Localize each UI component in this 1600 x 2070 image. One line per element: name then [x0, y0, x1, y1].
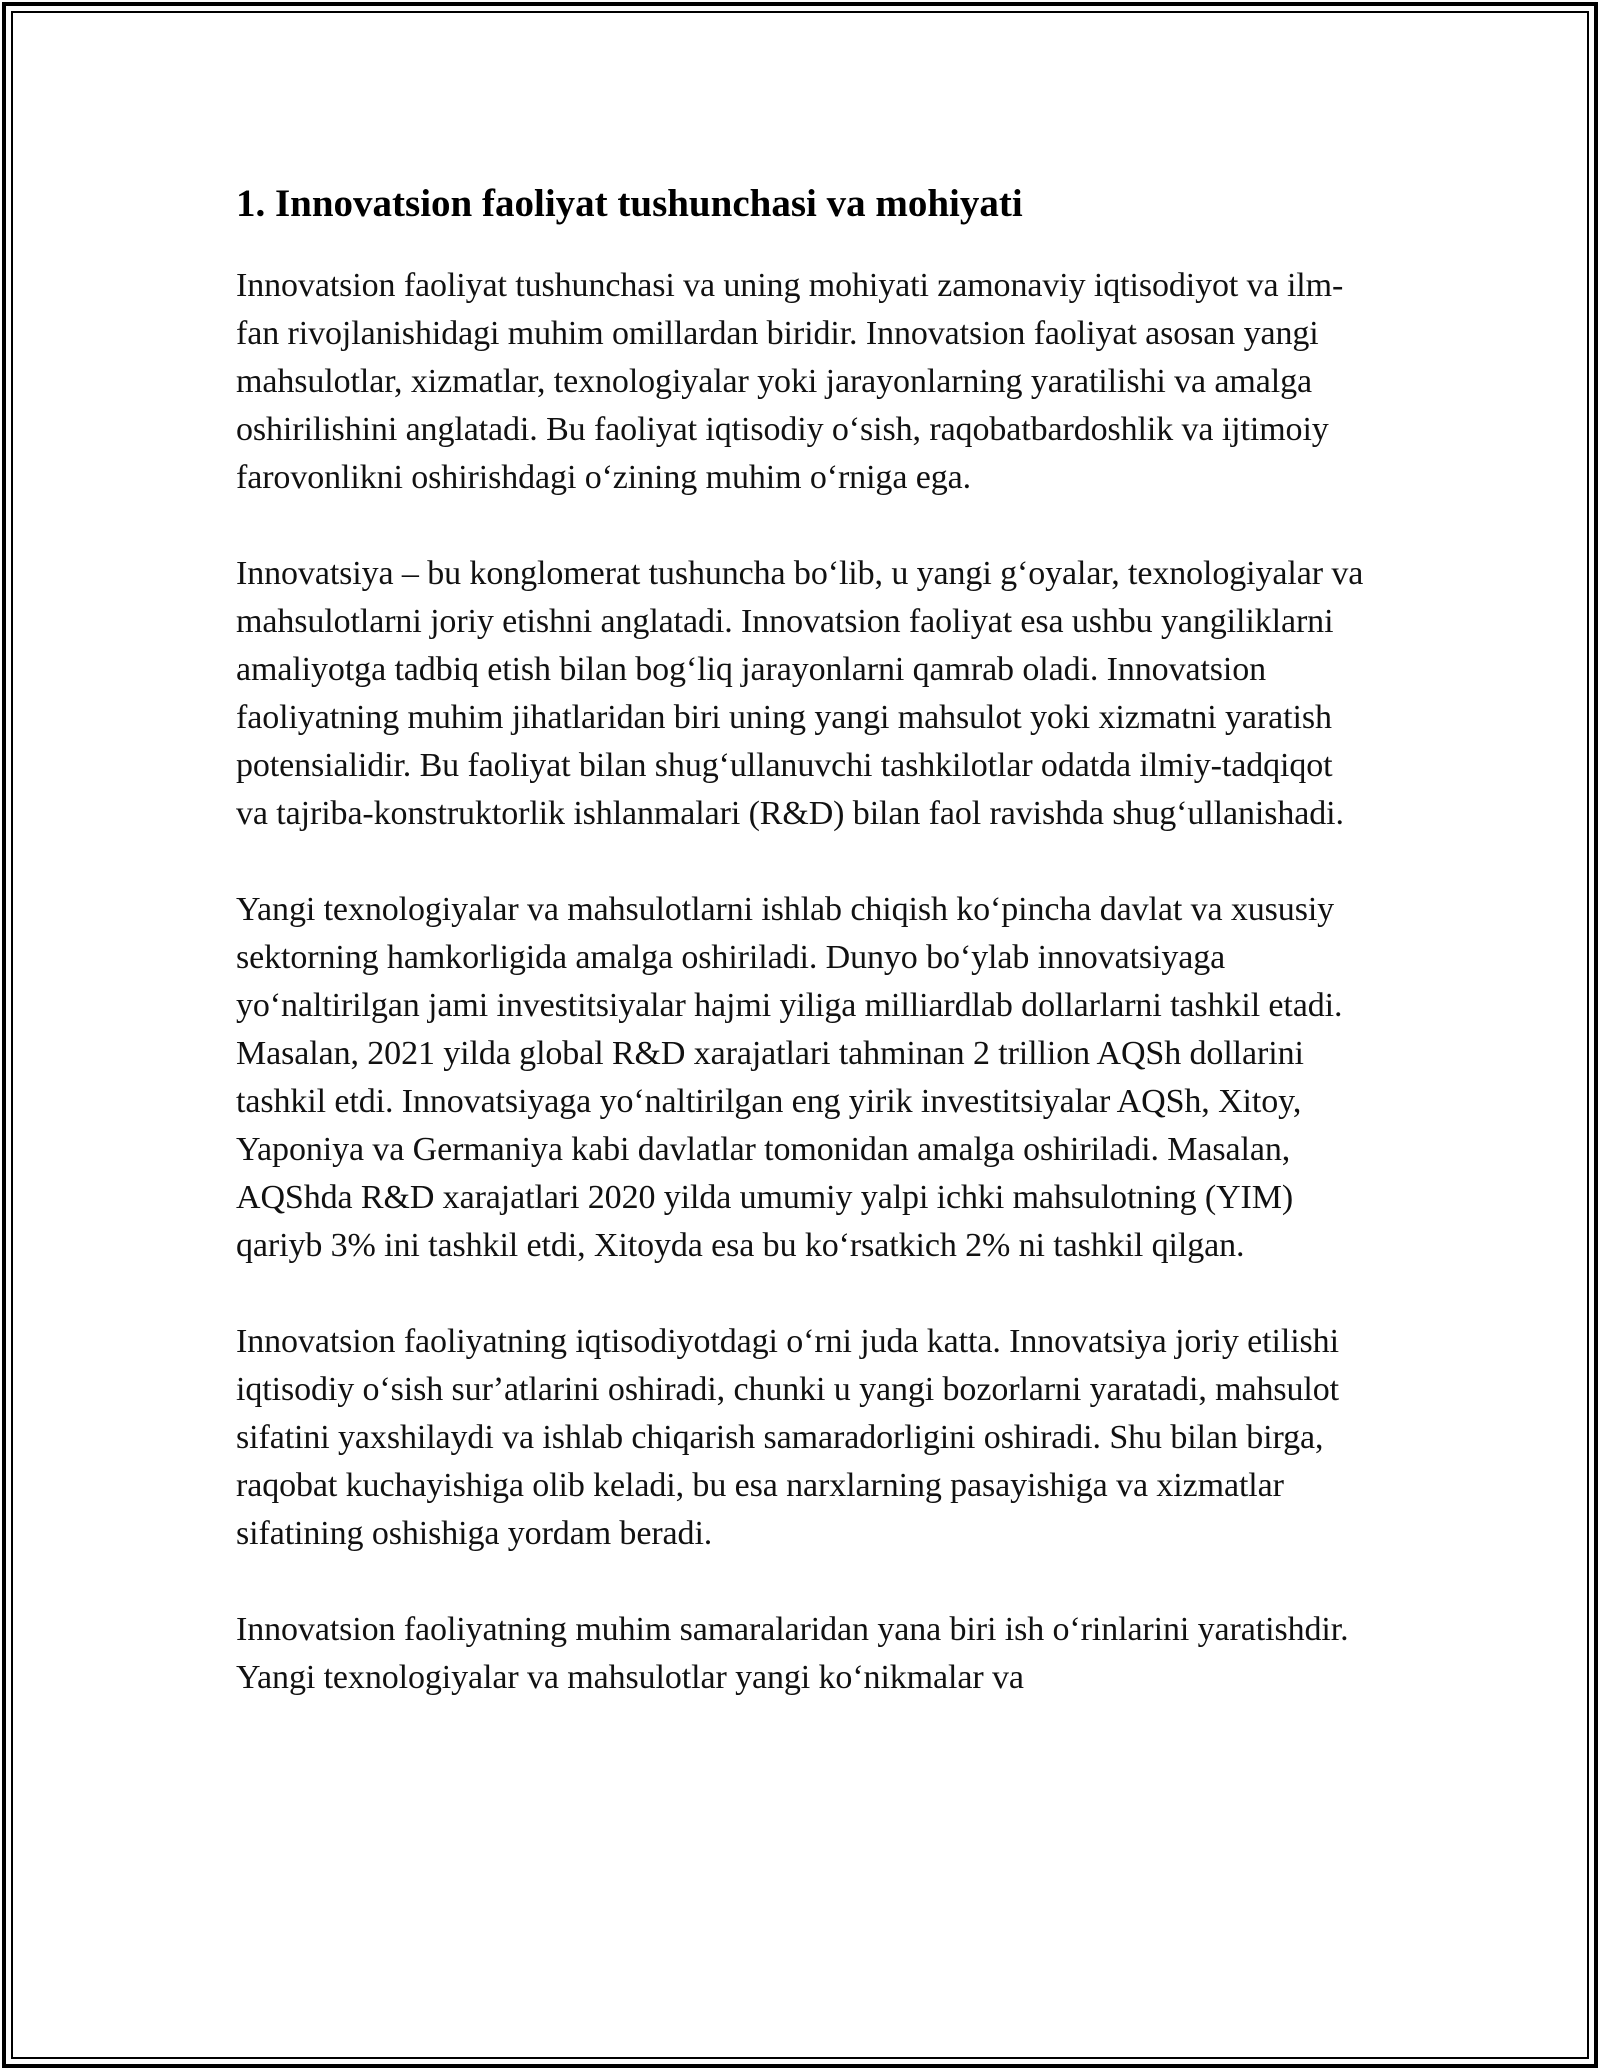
- paragraph: Innovatsion faoliyat tushunchasi va uning mohiyati zamonaviy iqtisodiyot va ilm-fan rivojlanishidagi muhim omillardan biridir. Innovatsion faoliyat asosan yangi mahsulotlar, xizmatlar, texnologiyalar yoki jarayonlarning yaratilishi va amalga oshirilishini anglatadi. Bu faoliyat iqtisodiy oʻsish, raqobatbardoshlik va ijtimoiy farovonlikni oshirishdagi oʻzining muhim oʻrniga ega.: [236, 267, 1344, 496]
- section-heading: 1. Innovatsion faoliyat tushunchasi va mohiyati: [236, 182, 1023, 225]
- paragraph: Innovatsion faoliyatning iqtisodiyotdagi oʻrni juda katta. Innovatsiya joriy etilishi iqtisodiy oʻsish surʼatlarini oshiradi, chunki u yangi bozorlarni yaratadi, mahsulot sifatini yaxshilaydi va ishlab chiqarish samaradorligini oshiradi. Shu bilan birga, raqobat kuchayishiga olib keladi, bu esa narxlarning pasayishiga va xizmatlar sifatining oshishiga yordam beradi.: [236, 1323, 1339, 1552]
- document-body: [236, 180, 1366, 1750]
- paragraph: Innovatsiya – bu konglomerat tushuncha boʻlib, u yangi gʻoyalar, texnologiyalar va mahsulotlarni joriy etishni anglatadi. Innovatsion faoliyat esa ushbu yangiliklarni amaliyotga tadbiq etish bilan bogʻliq jarayonlarni qamrab oladi. Innovatsion faoliyatning muhim jihatlaridan biri uning yangi mahsulot yoki xizmatni yaratish potensialidir. Bu faoliyat bilan shugʻullanuvchi tashkilotlar odatda ilmiy-tadqiqot va tajriba-konstruktorlik ishlanmalari (R&D) bilan faol ravishda shugʻullanishadi.: [236, 555, 1364, 832]
- paragraph: Yangi texnologiyalar va mahsulotlarni ishlab chiqish koʻpincha davlat va xususiy sektorning hamkorligida amalga oshiriladi. Dunyo boʻylab innovatsiyaga yoʻnaltirilgan jami investitsiyalar hajmi yiliga milliardlab dollarlarni tashkil etadi. Masalan, 2021 yilda global R&D xarajatlari tahminan 2 trillion AQSh dollarini tashkil etdi. Innovatsiyaga yoʻnaltirilgan eng yirik investitsiyalar AQSh, Xitoy, Yaponiya va Germaniya kabi davlatlar tomonidan amalga oshiriladi. Masalan, AQShda R&D xarajatlari 2020 yilda umumiy yalpi ichki mahsulotning (YIM) qariyb 3% ini tashkil etdi, Xitoyda esa bu koʻrsatkich 2% ni tashkil qilgan.: [236, 891, 1343, 1264]
- paragraph: Innovatsion faoliyatning muhim samaralaridan yana biri ish oʻrinlarini yaratishdir. Yangi texnologiyalar va mahsulotlar yangi koʻnikmalar va: [236, 1611, 1349, 1696]
